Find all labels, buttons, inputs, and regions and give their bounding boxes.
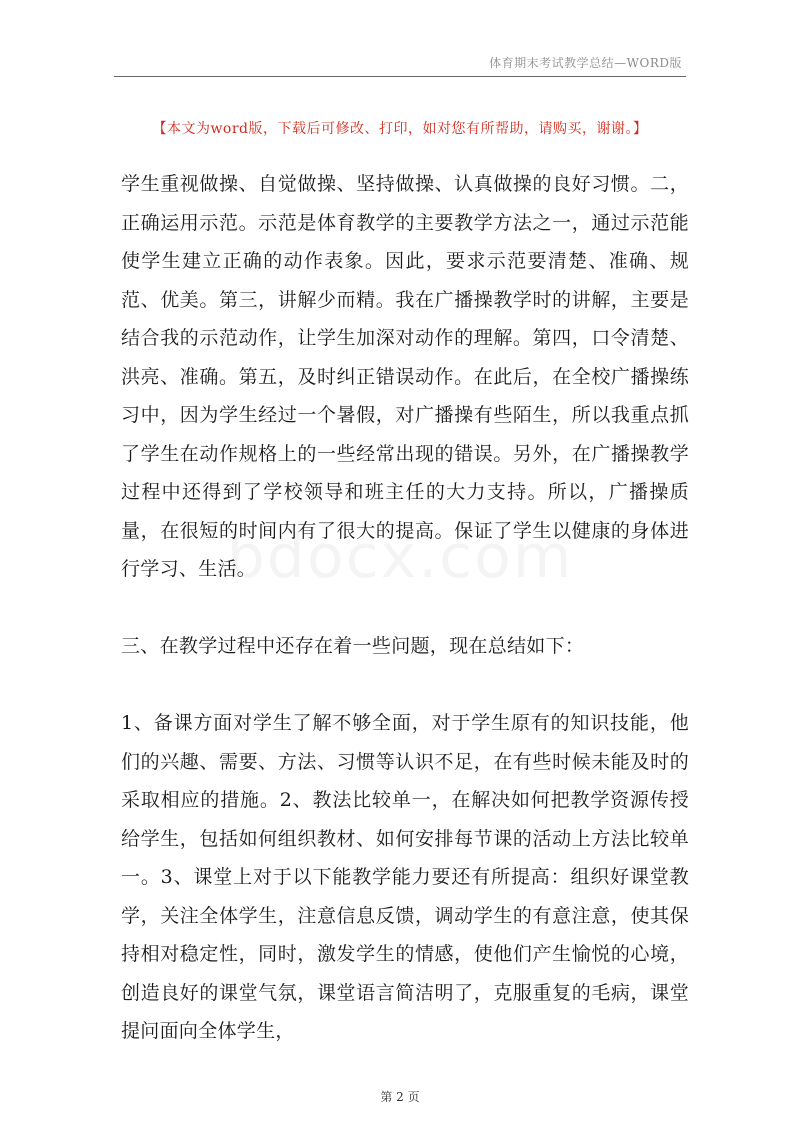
paragraph-2 — [121, 627, 689, 666]
paragraph-1 — [121, 165, 689, 589]
download-notice: 【本文为word版，下载后可修改、打印，如对您有所帮助，请购买，谢谢。】 — [152, 121, 648, 137]
page-header — [114, 52, 686, 77]
section-heading: 三、在教学过程中还存在着一些问题，现在总结如下： — [121, 635, 585, 657]
page-number: 第 2 页 — [380, 1090, 420, 1104]
paragraph-3 — [121, 704, 689, 1051]
paragraph-text: 1、备课方面对学生了解不够全面，对于学生原有的知识技能，他们的兴趣、需要、方法、习惯等认识不足，在有些时候未能及时的采取相应的措施。2、教法比较单一，在解决如何把教学资源传授给学生，包括如何组织教材、如何安排每节课的活动上方法比较单一。3、课堂上对于以下能教学能力要还有所提高：组织好课堂教学，关注全体学生，注意信息反馈，调动学生的有意注意，使其保持相对稳定性，同时，激发学生的情感，使他们产生愉悦的心境，创造良好的课堂气氛，课堂语言简洁明了，克服重复的毛病，课堂提问面向全体学生， — [121, 712, 689, 1042]
header-title: 体育期末考试教学总结—WORD版 — [489, 56, 682, 70]
page-footer — [0, 1088, 800, 1105]
paragraph-text: 学生重视做操、自觉做操、坚持做操、认真做操的良好习惯。二，正确运用示范。示范是体育教学的主要教学方法之一，通过示范能使学生建立正确的动作表象。因此，要求示范要清楚、准确、规范、优美。第三，讲解少而精。我在广播操教学时的讲解，主要是结合我的示范动作，让学生加深对动作的理解。第四，口令清楚、洪亮、准确。第五，及时纠正错误动作。在此后，在全校广播操练习中，因为学生经过一个暑假，对广播操有些陌生，所以我重点抓了学生在动作规格上的一些经常出现的错误。另外，在广播操教学过程中还得到了学校领导和班主任的大力支持。所以，广播操质量，在很短的时间内有了很大的提高。保证了学生以健康的身体进行学习、生活。 — [121, 173, 689, 580]
